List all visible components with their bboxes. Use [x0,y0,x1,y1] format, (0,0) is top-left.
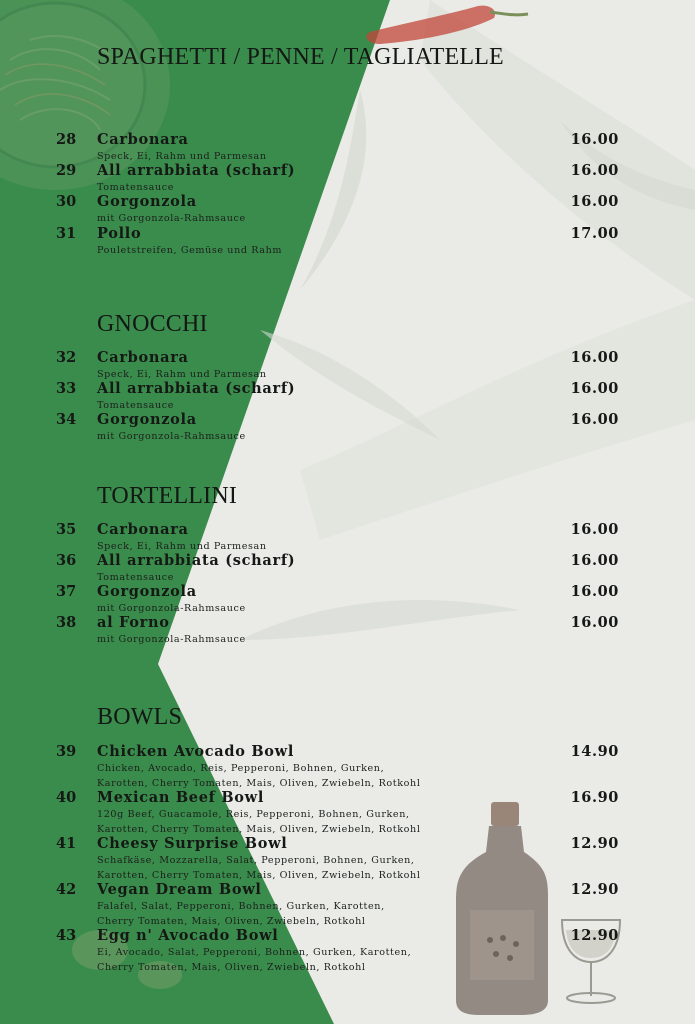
item-number: 32 [56,349,77,366]
item-number: 42 [56,881,77,898]
description-line: Cherry Tomaten, Mais, Oliven, Zwiebeln, Rotkohl [97,916,366,927]
item-name: Cheesy Surprise Bowl [97,835,288,852]
description-line: Karotten, Cherry Tomaten, Mais, Oliven, Zwiebeln, Rotkohl [97,870,421,881]
description-line: Karotten, Cherry Tomaten, Mais, Oliven, Zwiebeln, Rotkohl [97,778,421,789]
description-line: mit Gorgonzola-Rahmsauce [97,431,246,442]
item-description [97,853,457,883]
item-price: 16.00 [570,349,619,366]
item-number: 34 [56,411,77,428]
item-price: 16.00 [570,131,619,148]
item-number: 40 [56,789,77,806]
item-price: 16.00 [570,162,619,179]
section-title: TORTELLINI [97,483,238,509]
item-name: Gorgonzola [97,193,197,210]
description-line: mit Gorgonzola-Rahmsauce [97,213,246,224]
description-line: Speck, Ei, Rahm und Parmesan [97,541,267,552]
description-line: Chicken, Avocado, Reis, Pepperoni, Bohnen, Gurken, [97,763,385,774]
item-description [97,899,457,929]
item-name: Gorgonzola [97,583,197,600]
description-line: Karotten, Cherry Tomaten, Mais, Oliven, Zwiebeln, Rotkohl [97,824,421,835]
item-description [97,807,457,837]
description-line: mit Gorgonzola-Rahmsauce [97,634,246,645]
item-number: 28 [56,131,77,148]
item-price: 16.00 [570,521,619,538]
description-line: Schafkäse, Mozzarella, Salat, Pepperoni, Bohnen, Gurken, [97,855,415,866]
section-title: SPAGHETTI / PENNE / TAGLIATELLE [97,44,504,70]
item-name: Vegan Dream Bowl [97,881,262,898]
item-price: 12.90 [570,835,619,852]
item-name: Carbonara [97,131,189,148]
item-number: 36 [56,552,77,569]
item-description [97,761,457,791]
section-title: BOWLS [97,704,182,730]
item-name: Carbonara [97,349,189,366]
item-name: All arrabbiata (scharf) [97,552,296,569]
item-price: 14.90 [570,743,619,760]
item-number: 35 [56,521,77,538]
item-name: All arrabbiata (scharf) [97,162,296,179]
item-price: 16.90 [570,789,619,806]
description-line: Pouletstreifen, Gemüse und Rahm [97,245,283,256]
description-line: Speck, Ei, Rahm und Parmesan [97,151,267,162]
item-number: 43 [56,927,77,944]
description-line: mit Gorgonzola-Rahmsauce [97,603,246,614]
item-name: Carbonara [97,521,189,538]
item-price: 16.00 [570,552,619,569]
description-line: Tomatensauce [97,400,175,411]
item-number: 31 [56,225,77,242]
description-line: 120g Beef, Guacamole, Reis, Pepperoni, Bohnen, Gurken, [97,809,410,820]
description-line: Falafel, Salat, Pepperoni, Bohnen, Gurken, Karotten, [97,901,385,912]
description-line: Ei, Avocado, Salat, Pepperoni, Bohnen, Gurken, Karotten, [97,947,412,958]
item-number: 30 [56,193,77,210]
item-name: All arrabbiata (scharf) [97,380,296,397]
item-name: Egg n' Avocado Bowl [97,927,279,944]
item-price: 12.90 [570,881,619,898]
item-number: 37 [56,583,77,600]
item-number: 38 [56,614,77,631]
description-line: Tomatensauce [97,182,175,193]
item-description [97,211,457,226]
section-title: GNOCCHI [97,311,208,337]
item-number: 39 [56,743,77,760]
item-name: al Forno [97,614,170,631]
item-price: 16.00 [570,193,619,210]
item-number: 33 [56,380,77,397]
item-price: 12.90 [570,927,619,944]
item-price: 16.00 [570,583,619,600]
item-number: 29 [56,162,77,179]
item-price: 16.00 [570,380,619,397]
item-name: Pollo [97,225,142,242]
item-name: Chicken Avocado Bowl [97,743,295,760]
item-name: Mexican Beef Bowl [97,789,265,806]
item-price: 17.00 [570,225,619,242]
item-name: Gorgonzola [97,411,197,428]
item-description [97,429,457,444]
item-description [97,632,457,647]
item-number: 41 [56,835,77,852]
description-line: Speck, Ei, Rahm und Parmesan [97,369,267,380]
item-description [97,243,457,258]
item-price: 16.00 [570,614,619,631]
description-line: Tomatensauce [97,572,175,583]
description-line: Cherry Tomaten, Mais, Oliven, Zwiebeln, Rotkohl [97,962,366,973]
item-description [97,945,457,975]
item-price: 16.00 [570,411,619,428]
